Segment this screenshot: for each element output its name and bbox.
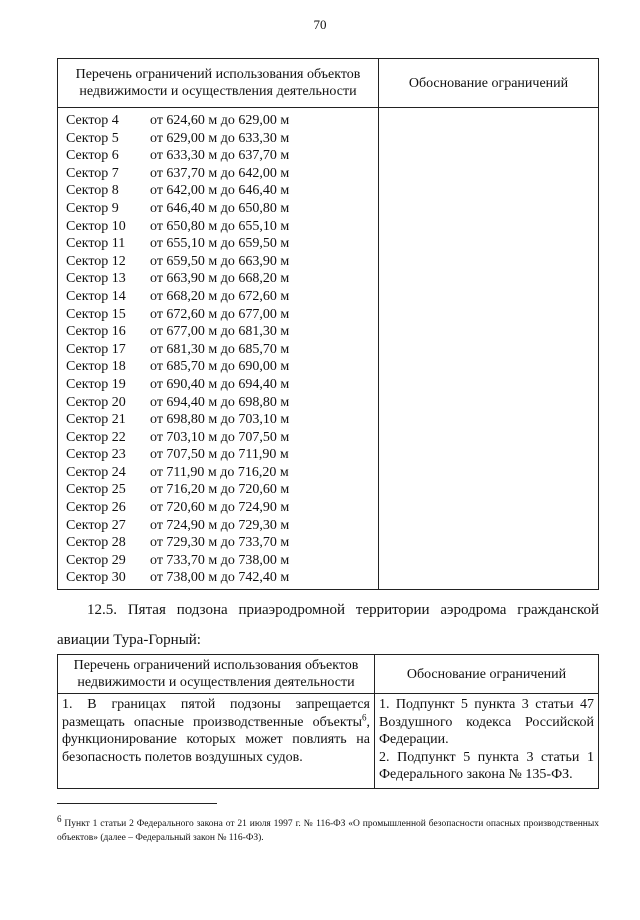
list-item bbox=[66, 147, 378, 165]
list-item bbox=[66, 376, 378, 394]
sector-name: Сектор 25 bbox=[66, 482, 126, 498]
sector-name: Сектор 27 bbox=[66, 517, 126, 533]
list-item bbox=[66, 569, 378, 587]
sector-range: от 633,30 м до 637,70 м bbox=[150, 148, 290, 164]
restrictions-table bbox=[57, 654, 599, 789]
sector-name: Сектор 7 bbox=[66, 165, 119, 181]
sector-range: от 738,00 м до 742,40 м bbox=[150, 570, 290, 586]
sector-name: Сектор 6 bbox=[66, 148, 119, 164]
list-item bbox=[66, 200, 378, 218]
table-header-row bbox=[58, 59, 599, 108]
section-line-2: авиации Тура-Горный: bbox=[57, 632, 201, 648]
header-basis: Обоснование ограничений bbox=[379, 59, 599, 108]
sector-name: Сектор 29 bbox=[66, 552, 126, 568]
list-item bbox=[66, 499, 378, 517]
sector-name: Сектор 16 bbox=[66, 324, 126, 340]
restriction-text-a: 1. В границах пятой подзоны запрещается размещать опасные производственные объекты bbox=[62, 697, 370, 730]
list-item bbox=[66, 182, 378, 200]
basis-cell bbox=[375, 694, 599, 789]
sector-range: от 685,70 м до 690,00 м bbox=[150, 359, 290, 375]
list-item bbox=[66, 235, 378, 253]
sector-name: Сектор 9 bbox=[66, 200, 119, 216]
list-item bbox=[66, 112, 378, 130]
list-item bbox=[66, 165, 378, 183]
list-item bbox=[66, 358, 378, 376]
sector-name: Сектор 30 bbox=[66, 570, 126, 586]
sector-range: от 729,30 м до 733,70 м bbox=[150, 535, 290, 551]
footnote-marker: 6 bbox=[57, 813, 62, 824]
sector-name: Сектор 19 bbox=[66, 376, 126, 392]
sector-range: от 663,90 м до 668,20 м bbox=[150, 271, 290, 287]
table-row bbox=[58, 694, 599, 789]
sector-range: от 681,30 м до 685,70 м bbox=[150, 341, 290, 357]
header-restrictions: Перечень ограничений использования объектов недвижимости и осуществления деятельности bbox=[58, 655, 375, 694]
list-item bbox=[66, 253, 378, 271]
sector-name: Сектор 15 bbox=[66, 306, 126, 322]
sector-list bbox=[58, 108, 379, 590]
list-item bbox=[66, 446, 378, 464]
footnote-ref[interactable]: 6 bbox=[362, 711, 367, 722]
section-paragraph bbox=[57, 595, 599, 655]
list-item bbox=[66, 481, 378, 499]
sector-range: от 668,20 м до 672,60 м bbox=[150, 288, 290, 304]
sector-range: от 650,80 м до 655,10 м bbox=[150, 218, 290, 234]
sector-range: от 698,80 м до 703,10 м bbox=[150, 412, 290, 428]
list-item bbox=[66, 288, 378, 306]
sector-name: Сектор 8 bbox=[66, 183, 119, 199]
restriction-text-b: , функционирование которых может повлиять на безопасность полетов воздушных судов. bbox=[62, 714, 370, 765]
section-line-1: 12.5. Пятая подзона приаэродромной территории аэродрома гражданской bbox=[87, 602, 599, 618]
list-item bbox=[66, 464, 378, 482]
sector-name: Сектор 20 bbox=[66, 394, 126, 410]
list-item bbox=[66, 429, 378, 447]
list-item bbox=[66, 218, 378, 236]
sector-name: Сектор 22 bbox=[66, 429, 126, 445]
sector-name: Сектор 17 bbox=[66, 341, 126, 357]
list-item bbox=[66, 517, 378, 535]
sector-range: от 637,70 м до 642,00 м bbox=[150, 165, 290, 181]
table-header-row bbox=[58, 655, 599, 694]
table-row bbox=[58, 108, 599, 590]
sector-range: от 716,20 м до 720,60 м bbox=[150, 482, 290, 498]
sector-range: от 629,00 м до 633,30 м bbox=[150, 130, 290, 146]
sector-range: от 724,90 м до 729,30 м bbox=[150, 517, 290, 533]
sector-range: от 642,00 м до 646,40 м bbox=[150, 183, 290, 199]
sector-name: Сектор 13 bbox=[66, 271, 126, 287]
list-item bbox=[66, 534, 378, 552]
sector-name: Сектор 21 bbox=[66, 412, 126, 428]
sector-name: Сектор 28 bbox=[66, 535, 126, 551]
header-restrictions: Перечень ограничений использования объектов недвижимости и осуществления деятельности bbox=[58, 59, 379, 108]
list-item bbox=[66, 306, 378, 324]
sector-range: от 659,50 м до 663,90 м bbox=[150, 253, 290, 269]
sector-name: Сектор 11 bbox=[66, 236, 126, 252]
page-number: 70 bbox=[313, 17, 327, 32]
sector-name: Сектор 23 bbox=[66, 447, 126, 463]
sector-name: Сектор 14 bbox=[66, 288, 126, 304]
basis-item-1: 1. Подпункт 5 пункта 3 статьи 47 Воздушного кодекса Российской Федерации. bbox=[379, 697, 594, 747]
sector-name: Сектор 5 bbox=[66, 130, 119, 146]
sector-range: от 624,60 м до 629,00 м bbox=[150, 113, 290, 128]
sector-name: Сектор 10 bbox=[66, 218, 126, 234]
sector-range: от 703,10 м до 707,50 м bbox=[150, 429, 290, 445]
sector-name: Сектор 4 bbox=[66, 113, 119, 128]
sector-range: от 720,60 м до 724,90 м bbox=[150, 500, 290, 516]
list-item bbox=[66, 411, 378, 429]
list-item bbox=[66, 394, 378, 412]
list-item bbox=[66, 552, 378, 570]
footnote bbox=[57, 813, 599, 845]
sector-range: от 733,70 м до 738,00 м bbox=[150, 552, 290, 568]
sector-range: от 711,90 м до 716,20 м bbox=[150, 464, 289, 480]
basis-item-2: 2. Подпункт 5 пункта 3 статьи 1 Федерального закона № 135-ФЗ. bbox=[379, 749, 594, 782]
basis-empty-cell bbox=[379, 108, 599, 590]
header-basis: Обоснование ограничений bbox=[375, 655, 599, 694]
list-item bbox=[66, 323, 378, 341]
list-item bbox=[66, 130, 378, 148]
sector-name: Сектор 18 bbox=[66, 359, 126, 375]
restriction-cell bbox=[58, 694, 375, 789]
sector-range: от 677,00 м до 681,30 м bbox=[150, 324, 290, 340]
sector-name: Сектор 12 bbox=[66, 253, 126, 269]
sector-range: от 707,50 м до 711,90 м bbox=[150, 447, 289, 463]
footnote-divider bbox=[57, 803, 217, 804]
sector-range: от 690,40 м до 694,40 м bbox=[150, 376, 290, 392]
sector-range: от 672,60 м до 677,00 м bbox=[150, 306, 290, 322]
sectors-table bbox=[57, 58, 599, 590]
sector-range: от 694,40 м до 698,80 м bbox=[150, 394, 290, 410]
sector-name: Сектор 24 bbox=[66, 464, 126, 480]
footnote-text: Пункт 1 статьи 2 Федерального закона от 21 июля 1997 г. № 116-ФЗ «О промышленной безопасности опасных производственных объектов» (далее – Федеральный закон № 116-ФЗ). bbox=[57, 819, 599, 843]
sector-name: Сектор 26 bbox=[66, 500, 126, 516]
list-item bbox=[66, 341, 378, 359]
sector-range: от 646,40 м до 650,80 м bbox=[150, 200, 290, 216]
sector-range: от 655,10 м до 659,50 м bbox=[150, 236, 290, 252]
list-item bbox=[66, 270, 378, 288]
